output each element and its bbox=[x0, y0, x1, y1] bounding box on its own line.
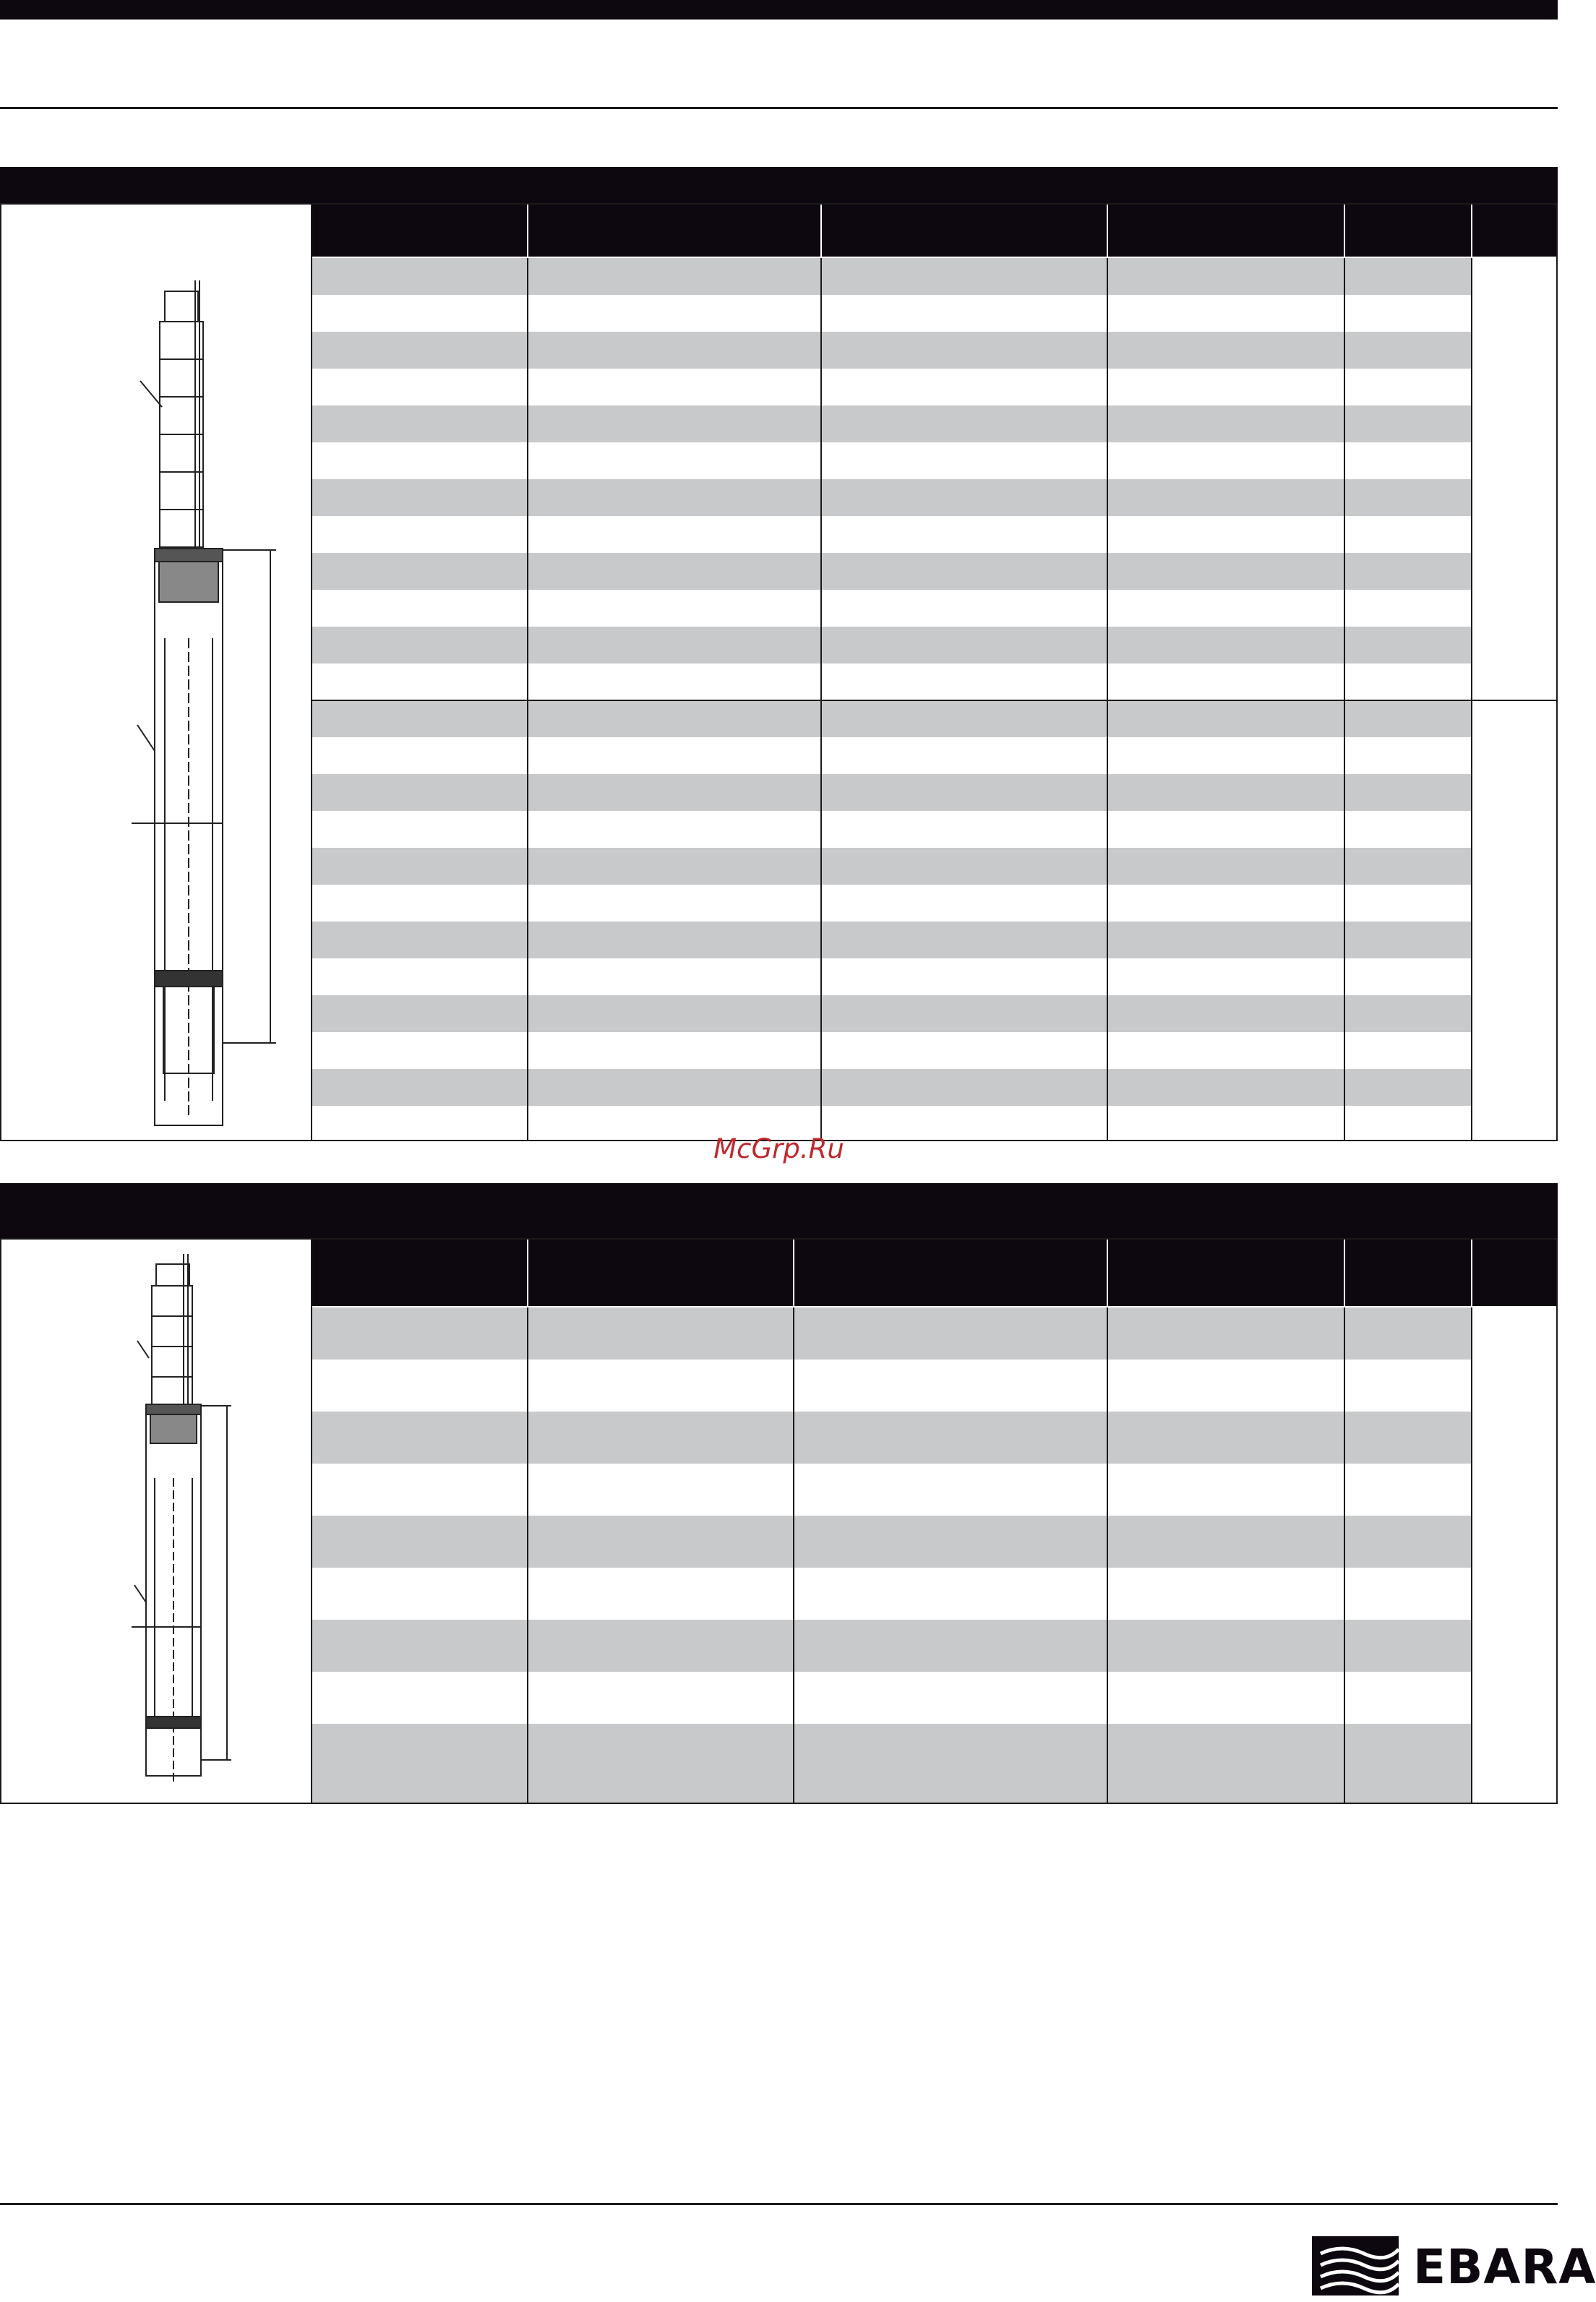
header-rule bbox=[0, 107, 1558, 109]
table-1-col-divider bbox=[527, 258, 528, 1140]
table-2-header bbox=[312, 1240, 1556, 1306]
table-2-header-divider bbox=[1107, 1240, 1108, 1306]
table-row bbox=[312, 258, 1472, 295]
table-1-col-divider bbox=[1471, 258, 1472, 1140]
table-row bbox=[312, 995, 1472, 1032]
footer-rule bbox=[0, 2203, 1558, 2205]
table-1-group-divider bbox=[312, 700, 1556, 701]
table-row bbox=[312, 1620, 1472, 1672]
section-2-title-bar bbox=[0, 1183, 1558, 1240]
section-2-panel bbox=[0, 1238, 1558, 1804]
pump-drawing-2 bbox=[1, 1240, 312, 1803]
table-2-body bbox=[312, 1307, 1556, 1803]
table-1-header-divider bbox=[527, 205, 528, 257]
table-row bbox=[312, 700, 1472, 737]
top-bar bbox=[0, 0, 1558, 20]
table-2-header-divider bbox=[1344, 1240, 1345, 1306]
table-row bbox=[312, 1724, 1472, 1803]
table-2-col-divider bbox=[1344, 1307, 1345, 1803]
table-1 bbox=[312, 205, 1556, 1140]
table-1-col-divider bbox=[820, 258, 822, 1140]
table-row bbox=[312, 479, 1472, 516]
table-row bbox=[312, 1307, 1472, 1360]
table-2 bbox=[312, 1240, 1556, 1803]
pump-drawing-1 bbox=[1, 205, 312, 1140]
submersible-pump-diagram-2 bbox=[1, 1240, 311, 1803]
submersible-pump-diagram-1 bbox=[1, 205, 311, 1140]
table-2-col-divider bbox=[793, 1307, 794, 1803]
section-1-panel bbox=[0, 203, 1558, 1141]
table-row bbox=[312, 1412, 1472, 1464]
table-2-col-divider bbox=[527, 1307, 528, 1803]
ebara-logo-text: EBARA bbox=[1413, 2239, 1596, 2295]
table-1-header bbox=[312, 205, 1556, 257]
table-2-col-divider bbox=[1471, 1307, 1472, 1803]
table-2-header-divider bbox=[1471, 1240, 1472, 1306]
table-row bbox=[312, 1069, 1472, 1106]
table-row bbox=[312, 553, 1472, 590]
table-row bbox=[312, 627, 1472, 663]
ebara-logo bbox=[1312, 2233, 1596, 2302]
table-row bbox=[312, 922, 1472, 958]
table-1-col-divider bbox=[1344, 258, 1345, 1140]
table-2-header-divider bbox=[527, 1240, 528, 1306]
section-1-title-bar bbox=[0, 167, 1558, 205]
table-2-col-divider bbox=[1107, 1307, 1108, 1803]
ebara-logo-mark-icon bbox=[1312, 2233, 1406, 2302]
table-row bbox=[312, 848, 1472, 885]
table-row bbox=[312, 1516, 1472, 1568]
table-1-header-divider bbox=[1471, 205, 1472, 257]
table-2-header-divider bbox=[793, 1240, 794, 1306]
table-1-header-divider bbox=[1344, 205, 1345, 257]
table-1-header-divider bbox=[1107, 205, 1108, 257]
watermark-text: McGrp.Ru bbox=[713, 1133, 844, 1164]
table-row bbox=[312, 405, 1472, 442]
table-row bbox=[312, 774, 1472, 811]
table-1-body bbox=[312, 258, 1556, 1140]
table-1-col-divider bbox=[1107, 258, 1108, 1140]
table-row bbox=[312, 332, 1472, 369]
table-1-header-divider bbox=[820, 205, 822, 257]
